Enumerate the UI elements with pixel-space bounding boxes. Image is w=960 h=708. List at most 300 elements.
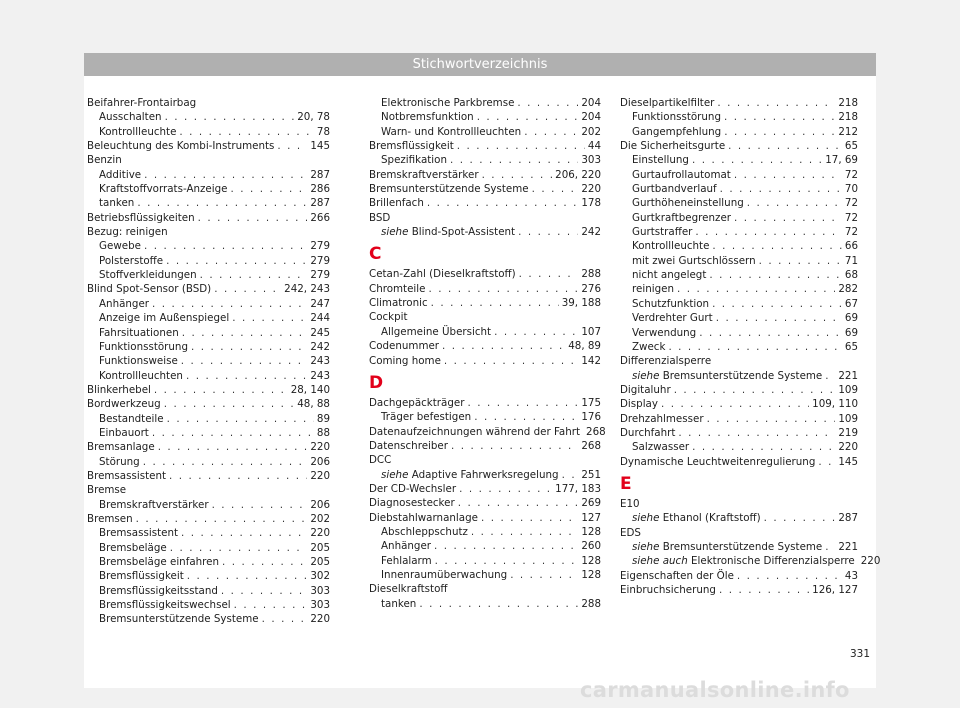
leader-dots bbox=[170, 541, 308, 555]
entry-label: Störung bbox=[99, 455, 140, 468]
leader-dots bbox=[167, 412, 314, 426]
entry-pages: 204 bbox=[581, 111, 601, 124]
entry-label: Bremsflüssigkeit bbox=[99, 570, 184, 583]
entry-label: Schutzfunktion bbox=[632, 297, 710, 310]
leader-dots bbox=[152, 426, 314, 440]
entry-pages: 205 bbox=[310, 556, 330, 568]
leader-dots bbox=[517, 96, 578, 110]
index-entry bbox=[369, 354, 601, 368]
entry-label: Climatronic bbox=[369, 297, 428, 310]
entry-label: Gurtbandverlauf bbox=[632, 183, 717, 196]
index-entry bbox=[620, 182, 858, 196]
index-entry bbox=[369, 439, 601, 453]
entry-pages: 218 bbox=[838, 97, 858, 109]
leader-dots bbox=[186, 369, 307, 383]
index-entry bbox=[369, 153, 601, 167]
leader-dots bbox=[181, 354, 308, 368]
entry-pages: 204 bbox=[581, 97, 601, 109]
index-entry bbox=[369, 125, 601, 139]
entry-label: Bremsunterstützende Systeme bbox=[99, 613, 259, 626]
entry-label: Anhänger bbox=[381, 540, 432, 553]
leader-dots bbox=[518, 225, 578, 239]
entry-pages: 206, 220 bbox=[555, 168, 601, 181]
index-entry bbox=[87, 584, 330, 598]
leader-dots bbox=[678, 426, 835, 440]
index-entry bbox=[87, 340, 330, 354]
entry-label: Kraftstoffvorrats-Anzeige bbox=[99, 183, 228, 196]
leader-dots bbox=[467, 396, 578, 410]
index-entry bbox=[369, 539, 601, 553]
leader-dots bbox=[427, 196, 578, 210]
index-entry bbox=[87, 196, 330, 210]
index-entry bbox=[620, 110, 858, 124]
leader-dots bbox=[457, 139, 585, 153]
entry-pages: 244 bbox=[310, 312, 330, 325]
index-entry bbox=[87, 282, 330, 296]
index-entry bbox=[620, 268, 858, 282]
index-letter: D bbox=[369, 372, 384, 393]
entry-pages: 212 bbox=[838, 125, 858, 138]
entry-pages: 221 bbox=[838, 369, 858, 382]
entry-label: Durchfahrt bbox=[620, 426, 676, 439]
entry-pages: 220 bbox=[838, 441, 858, 454]
index-entry bbox=[369, 182, 601, 196]
entry-pages: 205 bbox=[310, 541, 330, 554]
index-entry bbox=[620, 426, 858, 440]
entry-label: Abschleppschutz bbox=[381, 525, 468, 538]
entry-label: mit zwei Gurtschlössern bbox=[632, 254, 756, 267]
leader-dots bbox=[661, 397, 809, 411]
entry-pages: 220 bbox=[310, 441, 330, 454]
index-entry bbox=[369, 396, 601, 410]
leader-dots bbox=[677, 282, 835, 296]
index-entry bbox=[369, 296, 601, 310]
entry-pages: 260 bbox=[581, 540, 601, 553]
entry-label: Bremsflüssigkeit bbox=[369, 140, 454, 153]
leader-dots bbox=[221, 584, 307, 598]
entry-pages: 17, 69 bbox=[825, 154, 858, 167]
entry-label: Bremsunterstützende Systeme bbox=[369, 183, 529, 196]
entry-label: Cockpit bbox=[369, 311, 408, 324]
entry-pages: 178 bbox=[581, 197, 601, 210]
entry-pages: 287 bbox=[838, 512, 858, 525]
entry-pages: 243 bbox=[310, 355, 330, 368]
entry-pages: 69 bbox=[844, 326, 858, 339]
see-reference: siehe bbox=[381, 226, 409, 239]
index-entry bbox=[620, 569, 858, 583]
entry-label-group bbox=[632, 369, 822, 383]
leader-dots bbox=[524, 125, 578, 139]
entry-label: Codenummer bbox=[369, 340, 440, 353]
entry-label: Elektronische Parkbremse bbox=[381, 97, 515, 109]
entry-pages: 279 bbox=[310, 269, 330, 282]
page-number: 331 bbox=[850, 648, 871, 660]
entry-label: Beifahrer-Frontairbag bbox=[87, 97, 197, 109]
leader-dots bbox=[481, 511, 578, 525]
index-entry bbox=[620, 383, 858, 397]
index-column-1 bbox=[87, 96, 330, 627]
leader-dots bbox=[179, 125, 313, 139]
leader-dots bbox=[719, 583, 809, 597]
page-header bbox=[84, 53, 876, 76]
index-entry bbox=[369, 196, 601, 210]
entry-label: Der CD-Wechsler bbox=[369, 482, 457, 495]
index-entry bbox=[620, 125, 858, 139]
index-column-3 bbox=[620, 96, 881, 597]
index-entry bbox=[620, 354, 858, 368]
entry-pages: 220 bbox=[581, 183, 601, 196]
entry-label: Bezug: reinigen bbox=[87, 226, 168, 239]
index-entry bbox=[369, 310, 601, 324]
index-entry bbox=[87, 598, 330, 612]
leader-dots bbox=[164, 397, 295, 411]
entry-pages: 69 bbox=[844, 312, 858, 325]
entry-label: tanken bbox=[99, 197, 135, 210]
index-entry bbox=[87, 383, 330, 397]
entry-label: Dachgepäckträger bbox=[369, 396, 465, 409]
entry-label: Fahrsituationen bbox=[99, 326, 179, 339]
entry-label: Bremsunterstützende Systeme bbox=[662, 540, 823, 553]
index-entry bbox=[369, 597, 601, 611]
entry-label: Funktionsstörung bbox=[99, 340, 188, 353]
entry-label-group bbox=[632, 511, 761, 525]
entry-pages: 68 bbox=[844, 269, 858, 282]
index-entry bbox=[369, 168, 601, 182]
index-column-2 bbox=[369, 96, 606, 611]
leader-dots bbox=[494, 325, 578, 339]
index-entry bbox=[87, 412, 330, 426]
entry-label: Einbruchsicherung bbox=[620, 584, 716, 596]
entry-label: Notbremsfunktion bbox=[381, 111, 474, 124]
leader-dots bbox=[222, 555, 307, 569]
leader-dots bbox=[187, 569, 308, 583]
index-entry bbox=[369, 554, 601, 568]
leader-dots bbox=[143, 455, 308, 469]
leader-dots bbox=[137, 196, 307, 210]
entry-pages: 287 bbox=[310, 168, 330, 181]
entry-label: Innenraumüberwachung bbox=[381, 568, 508, 581]
index-entry bbox=[369, 282, 601, 296]
index-entry bbox=[87, 498, 330, 512]
entry-pages: 302 bbox=[310, 570, 330, 583]
entry-pages: 206 bbox=[310, 455, 330, 468]
entry-label: Chromteile bbox=[369, 282, 426, 295]
entry-pages: 206 bbox=[310, 498, 330, 511]
leader-dots bbox=[165, 110, 295, 124]
leader-dots bbox=[459, 482, 552, 496]
entry-label: BSD bbox=[369, 211, 391, 224]
entry-label: Funktionsstörung bbox=[632, 111, 721, 124]
index-entry bbox=[87, 569, 330, 583]
see-reference: siehe bbox=[632, 540, 660, 553]
entry-label: Bordwerkzeug bbox=[87, 398, 161, 411]
leader-dots bbox=[428, 282, 578, 296]
entry-label: Bremse bbox=[87, 484, 127, 497]
entry-pages: 65 bbox=[844, 340, 858, 353]
index-entry bbox=[87, 297, 330, 311]
entry-label: Einstellung bbox=[632, 154, 689, 167]
entry-label: Diebstahlwarnanlage bbox=[369, 511, 478, 524]
watermark: carmanualsonline.info bbox=[580, 678, 850, 702]
index-entry bbox=[369, 139, 601, 153]
entry-label-group bbox=[381, 468, 559, 482]
entry-label: Diagnosestecker bbox=[369, 497, 455, 510]
leader-dots bbox=[519, 267, 579, 281]
entry-label: reinigen bbox=[632, 283, 674, 296]
entry-pages: 220 bbox=[310, 613, 330, 626]
entry-label: Verdrehter Gurt bbox=[632, 312, 713, 325]
entry-pages: 242 bbox=[310, 340, 330, 353]
entry-label: Blind-Spot-Assistent bbox=[411, 226, 516, 239]
index-entry bbox=[87, 311, 330, 325]
index-entry bbox=[87, 125, 330, 139]
leader-dots bbox=[166, 254, 307, 268]
leader-dots bbox=[435, 554, 579, 568]
entry-pages: 220 bbox=[310, 469, 330, 482]
index-entry bbox=[87, 397, 330, 411]
entry-pages: 251 bbox=[581, 468, 601, 481]
index-entry bbox=[87, 555, 330, 569]
entry-pages: 20, 78 bbox=[297, 111, 330, 124]
leader-dots bbox=[471, 525, 578, 539]
index-entry bbox=[87, 211, 330, 225]
entry-label: Verwendung bbox=[632, 326, 697, 339]
index-entry bbox=[620, 311, 858, 325]
entry-label: Elektronische Differenzialsperre bbox=[691, 555, 855, 568]
index-entry bbox=[620, 511, 858, 525]
entry-label: EDS bbox=[620, 526, 641, 539]
entry-pages: 221 bbox=[838, 540, 858, 553]
entry-pages: 70 bbox=[844, 183, 858, 196]
leader-dots bbox=[234, 598, 308, 612]
entry-label: Beleuchtung des Kombi-Instruments bbox=[87, 140, 275, 153]
index-entry bbox=[369, 525, 601, 539]
index-entry bbox=[87, 96, 330, 110]
index-entry bbox=[620, 497, 858, 511]
leader-dots bbox=[737, 569, 842, 583]
leader-dots bbox=[825, 369, 835, 383]
entry-label: Ausschalten bbox=[99, 111, 162, 124]
index-entry bbox=[620, 225, 858, 239]
leader-dots bbox=[444, 354, 578, 368]
index-entry bbox=[620, 211, 858, 225]
index-entry bbox=[369, 211, 601, 225]
leader-dots bbox=[674, 383, 836, 397]
index-entry bbox=[87, 268, 330, 282]
entry-label: E10 bbox=[620, 497, 640, 510]
entry-pages: 247 bbox=[310, 297, 330, 310]
entry-label: Bremsbeläge einfahren bbox=[99, 556, 220, 568]
entry-pages: 287 bbox=[310, 197, 330, 210]
index-entry bbox=[369, 425, 606, 439]
entry-label: Gewebe bbox=[99, 240, 141, 253]
entry-label: Polsterstoffe bbox=[99, 254, 164, 267]
entry-label: Gurtkraftbegrenzer bbox=[632, 211, 732, 224]
index-entry bbox=[87, 225, 330, 239]
index-entry bbox=[87, 168, 330, 182]
index-entry bbox=[87, 153, 330, 167]
index-entry bbox=[369, 325, 601, 339]
index-entry bbox=[87, 354, 330, 368]
leader-dots bbox=[712, 297, 842, 311]
index-entry bbox=[620, 239, 858, 253]
entry-pages: 202 bbox=[310, 512, 330, 525]
index-entry bbox=[87, 612, 330, 626]
leader-dots bbox=[450, 153, 578, 167]
entry-label-group bbox=[381, 225, 515, 239]
index-entry bbox=[620, 412, 858, 426]
index-entry bbox=[87, 541, 330, 555]
index-entry bbox=[620, 282, 858, 296]
see-reference: siehe bbox=[381, 468, 409, 481]
leader-dots bbox=[728, 139, 842, 153]
index-entry bbox=[369, 96, 601, 110]
entry-pages: 176 bbox=[581, 411, 601, 424]
entry-label: Benzin bbox=[87, 154, 122, 167]
leader-dots bbox=[182, 326, 308, 340]
entry-label: Gurtstraffer bbox=[632, 226, 693, 239]
entry-pages: 39, 188 bbox=[561, 297, 601, 310]
entry-pages: 303 bbox=[310, 584, 330, 597]
leader-dots bbox=[562, 468, 579, 482]
entry-pages: 66 bbox=[844, 240, 858, 253]
entry-label: Bremsflüssigkeitsstand bbox=[99, 584, 218, 597]
leader-dots bbox=[734, 168, 842, 182]
entry-pages: 142 bbox=[581, 354, 601, 367]
index-entry bbox=[87, 469, 330, 483]
index-entry bbox=[620, 440, 858, 454]
entry-label: Träger befestigen bbox=[381, 411, 472, 424]
leader-dots bbox=[434, 539, 578, 553]
index-entry bbox=[87, 512, 330, 526]
entry-pages: 268 bbox=[586, 425, 606, 438]
entry-label: Cetan-Zahl (Dieselkraftstoff) bbox=[369, 268, 516, 281]
index-entry bbox=[369, 339, 601, 353]
entry-pages: 109 bbox=[838, 412, 858, 425]
leader-dots bbox=[277, 139, 307, 153]
entry-pages: 72 bbox=[844, 168, 858, 181]
entry-pages: 72 bbox=[844, 211, 858, 224]
index-entry bbox=[87, 455, 330, 469]
entry-pages: 303 bbox=[310, 599, 330, 612]
index-entry bbox=[620, 455, 858, 469]
leader-dots bbox=[716, 311, 842, 325]
leader-dots bbox=[154, 383, 288, 397]
index-entry bbox=[369, 110, 601, 124]
index-entry bbox=[620, 540, 858, 554]
leader-dots bbox=[724, 125, 835, 139]
entry-pages: 48, 88 bbox=[297, 398, 330, 411]
leader-dots bbox=[431, 296, 559, 310]
leader-dots bbox=[717, 96, 835, 110]
entry-pages: 276 bbox=[581, 282, 601, 295]
entry-label: Coming home bbox=[369, 354, 441, 367]
index-entry bbox=[369, 453, 601, 467]
entry-pages: 128 bbox=[581, 568, 601, 581]
entry-label: Betriebsflüssigkeiten bbox=[87, 211, 195, 224]
entry-pages: 286 bbox=[310, 183, 330, 196]
entry-label: Bestandteile bbox=[99, 412, 164, 425]
leader-dots bbox=[191, 340, 307, 354]
entry-label: Gangempfehlung bbox=[632, 125, 722, 138]
entry-label: Zweck bbox=[632, 340, 666, 353]
entry-label: Kontrollleuchte bbox=[632, 240, 710, 253]
leader-dots bbox=[709, 268, 842, 282]
leader-dots bbox=[231, 182, 308, 196]
leader-dots bbox=[419, 597, 578, 611]
index-entry bbox=[369, 482, 601, 496]
entry-label: Bremsanlage bbox=[87, 441, 155, 454]
entry-pages: 44 bbox=[587, 140, 601, 153]
entry-label: Blind Spot-Sensor (BSD) bbox=[87, 283, 212, 296]
index-entry bbox=[87, 139, 330, 153]
entry-pages: 218 bbox=[838, 111, 858, 124]
entry-pages: 71 bbox=[844, 254, 858, 267]
entry-pages: 107 bbox=[581, 325, 601, 338]
leader-dots bbox=[482, 168, 553, 182]
entry-label: Bremsunterstützende Systeme bbox=[662, 369, 823, 382]
entry-label: Einbauort bbox=[99, 426, 149, 439]
entry-pages: 279 bbox=[310, 240, 330, 253]
entry-label: Bremsassistent bbox=[99, 527, 179, 540]
index-entry bbox=[87, 110, 330, 124]
entry-label: Fehlalarm bbox=[381, 554, 432, 567]
page-title: Stichwortverzeichnis bbox=[412, 57, 548, 72]
leader-dots bbox=[825, 540, 835, 554]
leader-dots bbox=[695, 225, 842, 239]
leader-dots bbox=[720, 182, 842, 196]
entry-pages: 65 bbox=[844, 140, 858, 153]
leader-dots bbox=[477, 110, 579, 124]
entry-label: Kontrollleuchten bbox=[99, 369, 183, 382]
index-entry bbox=[620, 254, 858, 268]
leader-dots bbox=[724, 110, 835, 124]
leader-dots bbox=[451, 439, 578, 453]
entry-pages: 78 bbox=[316, 125, 330, 138]
entry-label: Display bbox=[620, 398, 658, 411]
leader-dots bbox=[764, 511, 836, 525]
entry-pages: 109, 110 bbox=[812, 398, 858, 411]
leader-dots bbox=[158, 440, 308, 454]
entry-label: Dieselpartikelfilter bbox=[620, 97, 715, 109]
entry-pages: 128 bbox=[581, 554, 601, 567]
see-reference: siehe bbox=[632, 369, 660, 382]
leader-dots bbox=[734, 211, 842, 225]
entry-pages: 48, 89 bbox=[568, 340, 601, 353]
entry-pages: 67 bbox=[844, 297, 858, 310]
entry-label: Salzwasser bbox=[632, 441, 690, 454]
index-entry bbox=[620, 153, 858, 167]
leader-dots bbox=[692, 440, 835, 454]
index-entry bbox=[620, 326, 858, 340]
entry-label: Anhänger bbox=[99, 297, 150, 310]
entry-pages: 43 bbox=[844, 569, 858, 582]
entry-label: tanken bbox=[381, 597, 417, 610]
leader-dots bbox=[699, 326, 842, 340]
index-entry bbox=[369, 410, 601, 424]
entry-pages: 242, 243 bbox=[284, 283, 330, 296]
see-reference: siehe bbox=[632, 512, 660, 525]
index-entry bbox=[620, 196, 858, 210]
leader-dots bbox=[442, 339, 565, 353]
leader-dots bbox=[759, 254, 842, 268]
leader-dots bbox=[152, 297, 307, 311]
entry-label: Datenaufzeichnungen während der Fahrt bbox=[369, 425, 581, 438]
index-letter: E bbox=[620, 473, 632, 494]
entry-pages: 145 bbox=[838, 455, 858, 468]
entry-pages: 202 bbox=[581, 125, 601, 138]
entry-pages: 282 bbox=[838, 283, 858, 296]
